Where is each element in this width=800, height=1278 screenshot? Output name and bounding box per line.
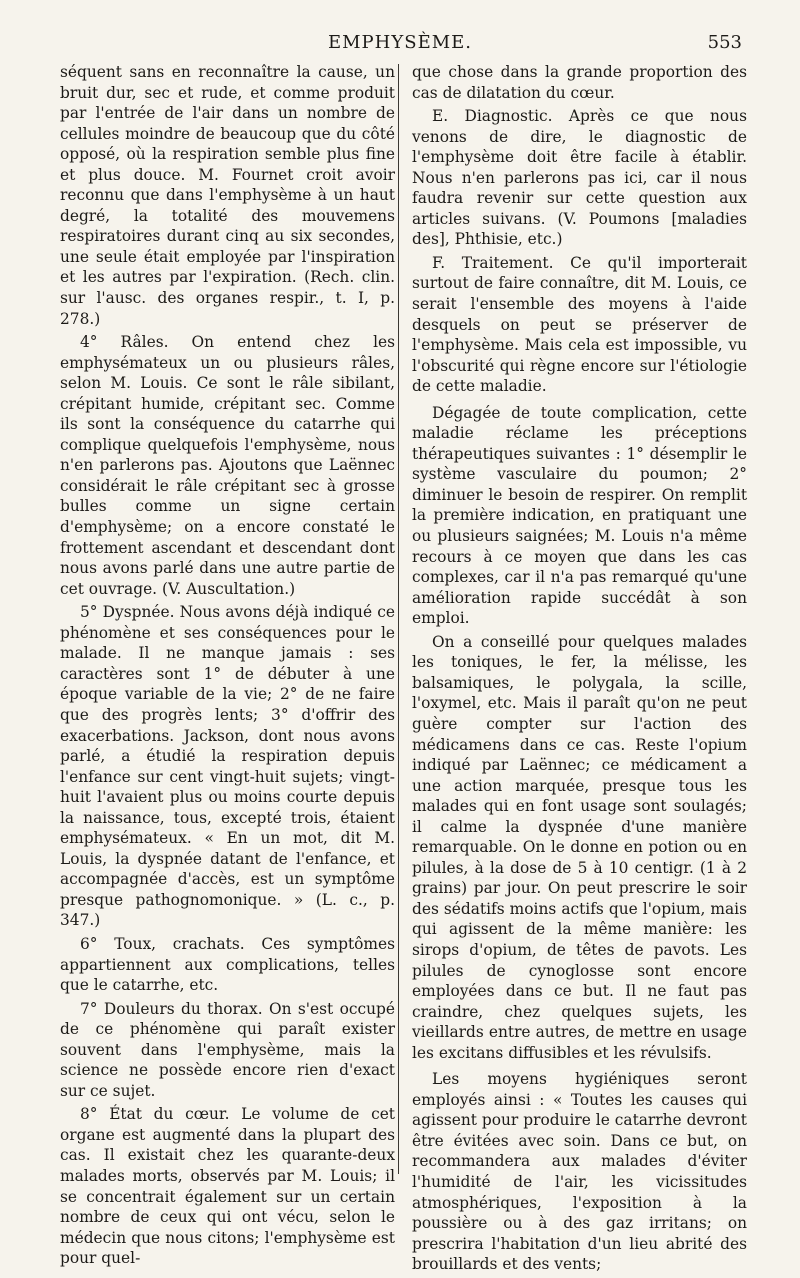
paragraph: 8° État du cœur. Le volume de cet organe est augmenté dans la plupart des cas. Il existait chez les quarante-deux malades morts, observés par M. Louis; il se concentrait également sur un certain nombre de ceux qui ont vécu, selon le médecin que nous citons; l'emphysème est pour quel- xyxy=(60,1105,395,1268)
paragraph: On a conseillé pour quelques malades les toniques, le fer, la mélisse, les balsamiques, le polygala, la scille, l'oxymel, etc. Mais il paraît qu'on ne peut guère compter sur l'action des médicamens dans ce cas. Reste l'opium indiqué par Laënnec; ce médicament a une action marquée, presque tous les malades qui en font usage sont soulagés; il calme la dyspnée d'une manière remarquable. On le donne en potion ou en pilules, à la dose de 5 à 10 centigr. (1 à 2 grains) par jour. On peut prescrire le soir des sédatifs moins actifs que l'opium, mais qui agissent de la même manière: les sirops d'opium, de têtes de pavots. Les pilules de cynoglosse sont encore employées dans ce but. Il ne faut pas craindre, chez quelques sujets, les vieillards entre autres, de mettre en usage les excitans diffusibles et les révulsifs. xyxy=(412,632,747,1062)
page-header xyxy=(0,32,800,58)
running-title: EMPHYSÈME. xyxy=(327,32,473,53)
left-column xyxy=(60,62,395,1272)
column-divider xyxy=(398,64,399,1174)
paragraph: E. Diagnostic. Après ce que nous venons de dire, le diagnostic de l'emphysème doit être facile à établir. Nous n'en parlerons pas ici, car il nous faudra revenir sur cette question aux articles suivans. (V. Poumons [maladies des], Phthisie, etc.) xyxy=(412,107,747,249)
paragraph: Dégagée de toute complication, cette maladie réclame les préceptions thérapeutiques suivantes : 1° désemplir le système vasculaire du poumon; 2° diminuer le besoin de respirer. On remplit la première indication, en pratiquant une ou plusieurs saignées; M. Louis n'a même recours à ce moyen que dans les cas complexes, car il n'a pas remarqué qu'une amélioration rapide succédât à son emploi. xyxy=(412,403,747,628)
paragraph: séquent sans en reconnaître la cause, un bruit dur, sec et rude, et comme produit par l'entrée de l'air dans un nombre de cellules moindre de beaucoup que du côté opposé, où la respiration semble plus fine et plus douce. M. Fournet croit avoir reconnu que dans l'emphysème à un haut degré, la totalité des mouvemens respiratoires durant cinq au six secondes, une seule était employée par l'inspiration et les autres par l'expiration. (Rech. clin. sur l'ausc. des organes respir., t. I, p. 278.) xyxy=(60,63,395,328)
paragraph: 6° Toux, crachats. Ces symptômes appartiennent aux complications, telles que le catarrhe, etc. xyxy=(60,934,395,995)
paragraph: 5° Dyspnée. Nous avons déjà indiqué ce phénomène et ses conséquences pour le malade. Il ne manque jamais : ses caractères sont 1° de débuter à une époque variable de la vie; 2° de ne faire que des progrès lents; 3° d'offrir des exacerbations. Jackson, dont nous avons parlé, a étudié la respiration depuis l'enfance sur cent vingt-huit sujets; vingt-huit l'avaient plus ou moins courte depuis la naissance, tous, excepté trois, étaient emphysémateux. « En un mot, dit M. Louis, la dyspnée datant de l'enfance, et accompagnée d'accès, est un symptôme presque pathognomonique. » (L. c., p. 347.) xyxy=(60,603,395,930)
page-number: 553 xyxy=(707,32,742,53)
paragraph: 4° Râles. On entend chez les emphysémateux un ou plusieurs râles, selon M. Louis. Ce sont le râle sibilant, crépitant humide, crépitant sec. Comme ils sont la conséquence du catarrhe qui complique quelquefois l'emphysème, nous n'en parlerons pas. Ajoutons que Laënnec considérait le râle crépitant sec à grosse bulles comme un signe certain d'emphysème; on a encore constaté le frottement ascendant et descendant dont nous avons parlé dans une autre partie de cet ouvrage. (V. Auscultation.) xyxy=(60,333,395,598)
right-column xyxy=(412,62,747,1278)
paragraph: F. Traitement. Ce qu'il importerait surtout de faire connaître, dit M. Louis, ce serait l'ensemble des moyens à l'aide desquels on peut se préserver de l'emphysème. Mais cela est impossible, vu l'obscurité qui règne encore sur l'étiologie de cette maladie. xyxy=(412,253,747,396)
paragraph: 7° Douleurs du thorax. On s'est occupé de ce phénomène qui paraît exister souvent dans l'emphysème, mais la science ne possède encore rien d'exact sur ce sujet. xyxy=(60,999,395,1100)
paragraph: que chose dans la grande proportion des cas de dilatation du cœur. xyxy=(412,63,747,102)
paragraph: Les moyens hygiéniques seront employés ainsi : « Toutes les causes qui agissent pour produire le catarrhe devront être évitées avec soin. Dans ce but, on recommandera aux malades d'éviter l'humidité de l'air, les vicissitudes atmosphériques, l'exposition à la poussière ou à des gaz irritans; on prescrira l'habitation d'un lieu abrité des brouillards et des vents; xyxy=(412,1070,747,1274)
